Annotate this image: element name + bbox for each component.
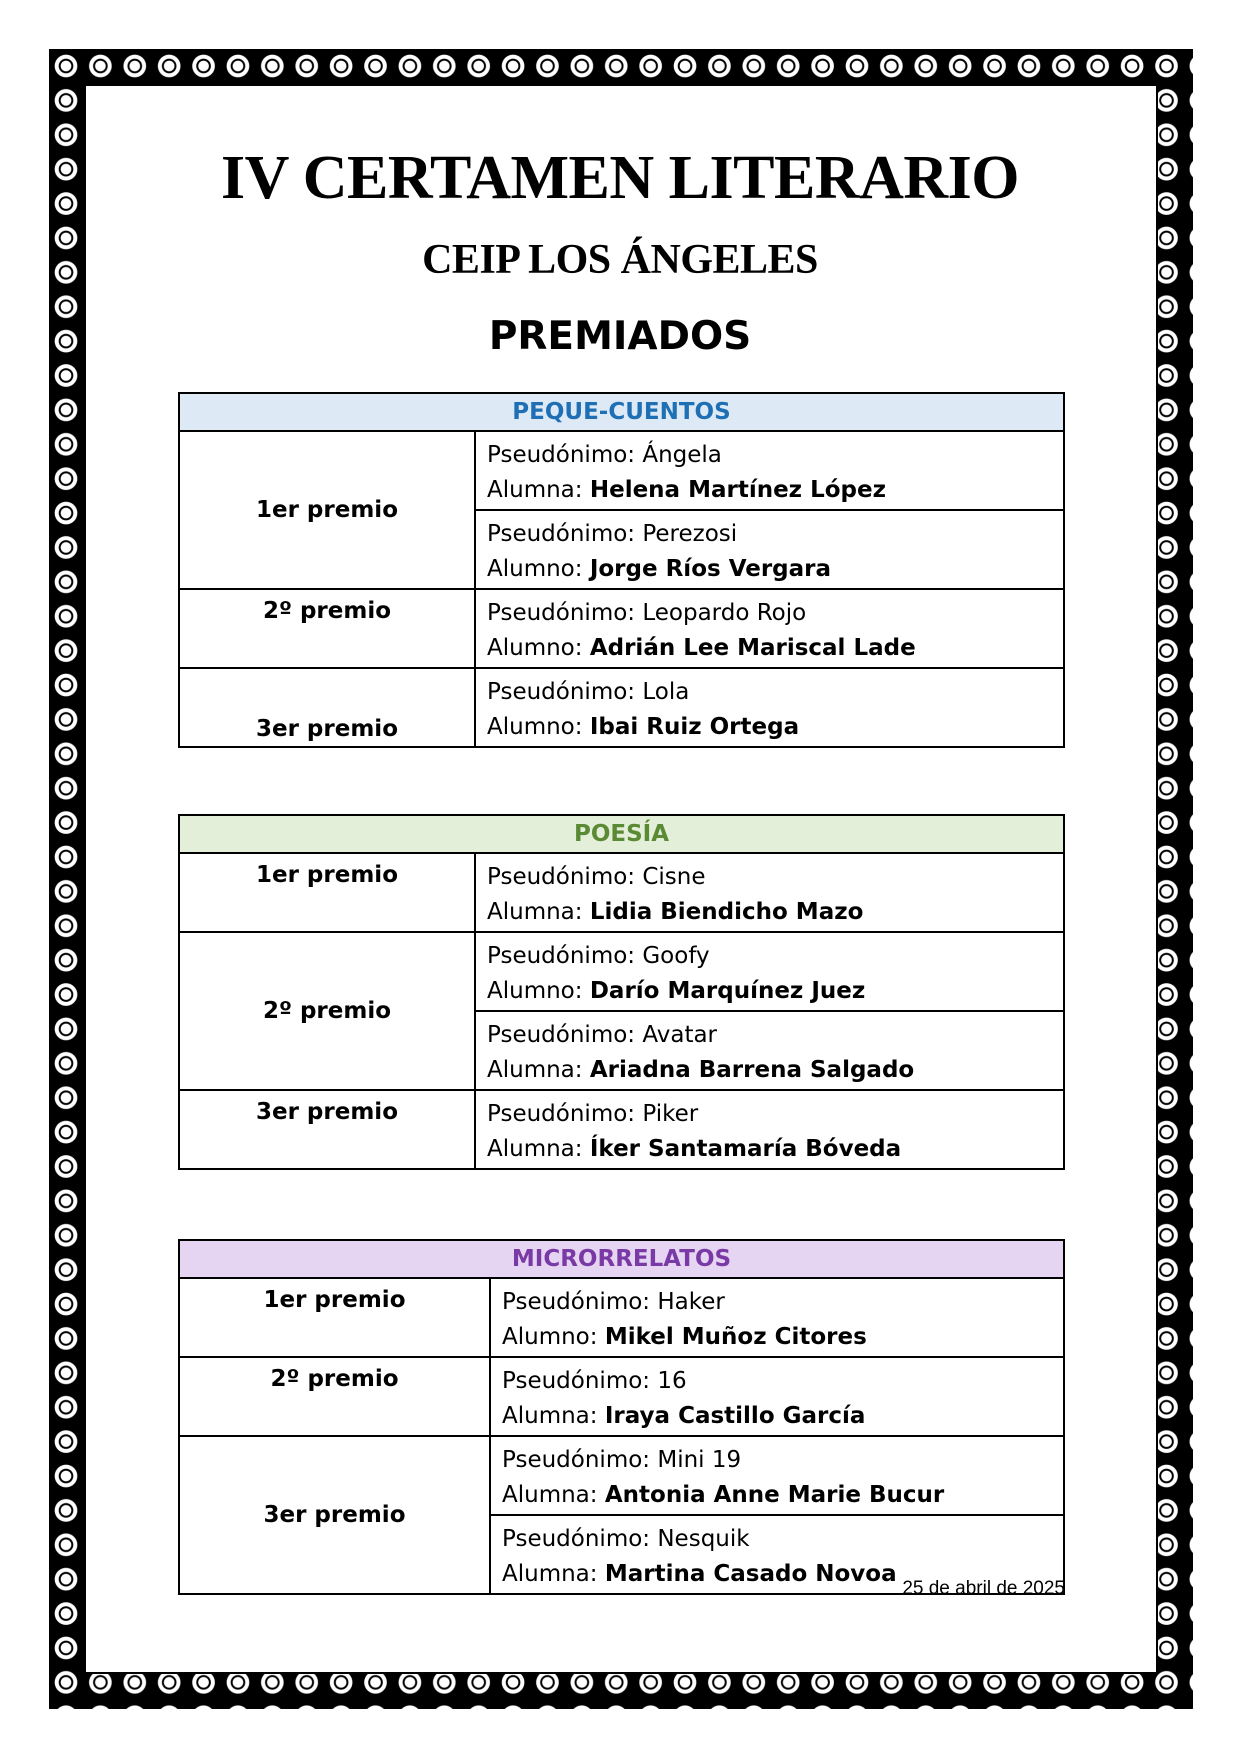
table-row	[490, 1436, 1064, 1515]
student-name: Antonia Anne Marie Bucur	[604, 1482, 945, 1508]
pseudonym: Pseudónimo: Haker	[502, 1289, 725, 1315]
student-name: Ariadna Barrena Salgado	[589, 1057, 915, 1083]
pseudonym: Pseudónimo: Mini 19	[502, 1447, 742, 1473]
table-row	[475, 932, 1064, 1011]
table-row	[475, 510, 1064, 589]
document-date: 25 de abril de 2025	[902, 1578, 1065, 1599]
table-row	[490, 1278, 1064, 1357]
pseudonym: Pseudónimo: Perezosi	[487, 521, 738, 547]
pseudonym: Pseudónimo: Ángela	[487, 442, 722, 468]
table-row	[475, 1011, 1064, 1090]
table-poesia	[178, 814, 1065, 1170]
prize-label: 1er premio	[179, 853, 475, 932]
prize-label: 2º premio	[179, 1357, 490, 1436]
pseudonym: Pseudónimo: Lola	[487, 679, 690, 705]
prize-label: 3er premio	[179, 1436, 490, 1594]
pseudonym: Pseudónimo: Cisne	[487, 864, 706, 890]
student-label: Alumno:	[487, 635, 583, 661]
student-name: Lidia Biendicho Mazo	[589, 899, 864, 925]
student-label: Alumno:	[487, 556, 583, 582]
student-label: Alumna:	[487, 899, 583, 925]
student-label: Alumna:	[487, 477, 583, 503]
table-row	[475, 853, 1064, 932]
page-title: IV CERTAMEN LITERARIO	[220, 144, 1020, 212]
student-name: Darío Marquínez Juez	[589, 978, 866, 1004]
student-label: Alumno:	[487, 714, 583, 740]
student-label: Alumna:	[487, 1136, 583, 1162]
prize-label: 2º premio	[179, 932, 475, 1090]
prize-label: 3er premio	[179, 1090, 475, 1169]
student-name: Íker Santamaría Bóveda	[589, 1136, 902, 1162]
student-name: Iraya Castillo García	[604, 1403, 866, 1429]
table-row	[475, 431, 1064, 510]
table-row	[475, 668, 1064, 747]
prize-label: 3er premio	[179, 668, 475, 747]
student-name: Helena Martínez López	[589, 477, 886, 503]
student-label: Alumna:	[487, 1057, 583, 1083]
prize-label: 1er premio	[179, 1278, 490, 1357]
student-label: Alumno:	[502, 1324, 598, 1350]
table-microrrelatos	[178, 1239, 1065, 1595]
student-label: Alumna:	[502, 1403, 598, 1429]
table-row	[490, 1357, 1064, 1436]
pseudonym: Pseudónimo: Nesquik	[502, 1526, 750, 1552]
prize-label: 2º premio	[179, 589, 475, 668]
pseudonym: Pseudónimo: 16	[502, 1368, 687, 1394]
prize-label: 1er premio	[179, 431, 475, 589]
student-name: Jorge Ríos Vergara	[589, 556, 832, 582]
category-header: MICRORRELATOS	[179, 1240, 1064, 1278]
table-row	[475, 589, 1064, 668]
category-header: PEQUE-CUENTOS	[179, 393, 1064, 431]
table-row	[475, 1090, 1064, 1169]
student-name: Martina Casado Novoa	[604, 1561, 897, 1587]
student-name: Adrián Lee Mariscal Lade	[589, 635, 916, 661]
student-name: Mikel Muñoz Citores	[604, 1324, 867, 1350]
category-header: POESÍA	[179, 815, 1064, 853]
student-label: Alumna:	[502, 1561, 598, 1587]
pseudonym: Pseudónimo: Leopardo Rojo	[487, 600, 807, 626]
pseudonym: Pseudónimo: Avatar	[487, 1022, 718, 1048]
page-subtitle: PREMIADOS	[488, 314, 752, 359]
student-name: Ibai Ruiz Ortega	[589, 714, 800, 740]
table-peque-cuentos	[178, 392, 1065, 748]
student-label: Alumno:	[487, 978, 583, 1004]
pseudonym: Pseudónimo: Piker	[487, 1101, 699, 1127]
student-label: Alumna:	[502, 1482, 598, 1508]
school-name: CEIP LOS ÁNGELES	[422, 237, 818, 283]
pseudonym: Pseudónimo: Goofy	[487, 943, 710, 969]
